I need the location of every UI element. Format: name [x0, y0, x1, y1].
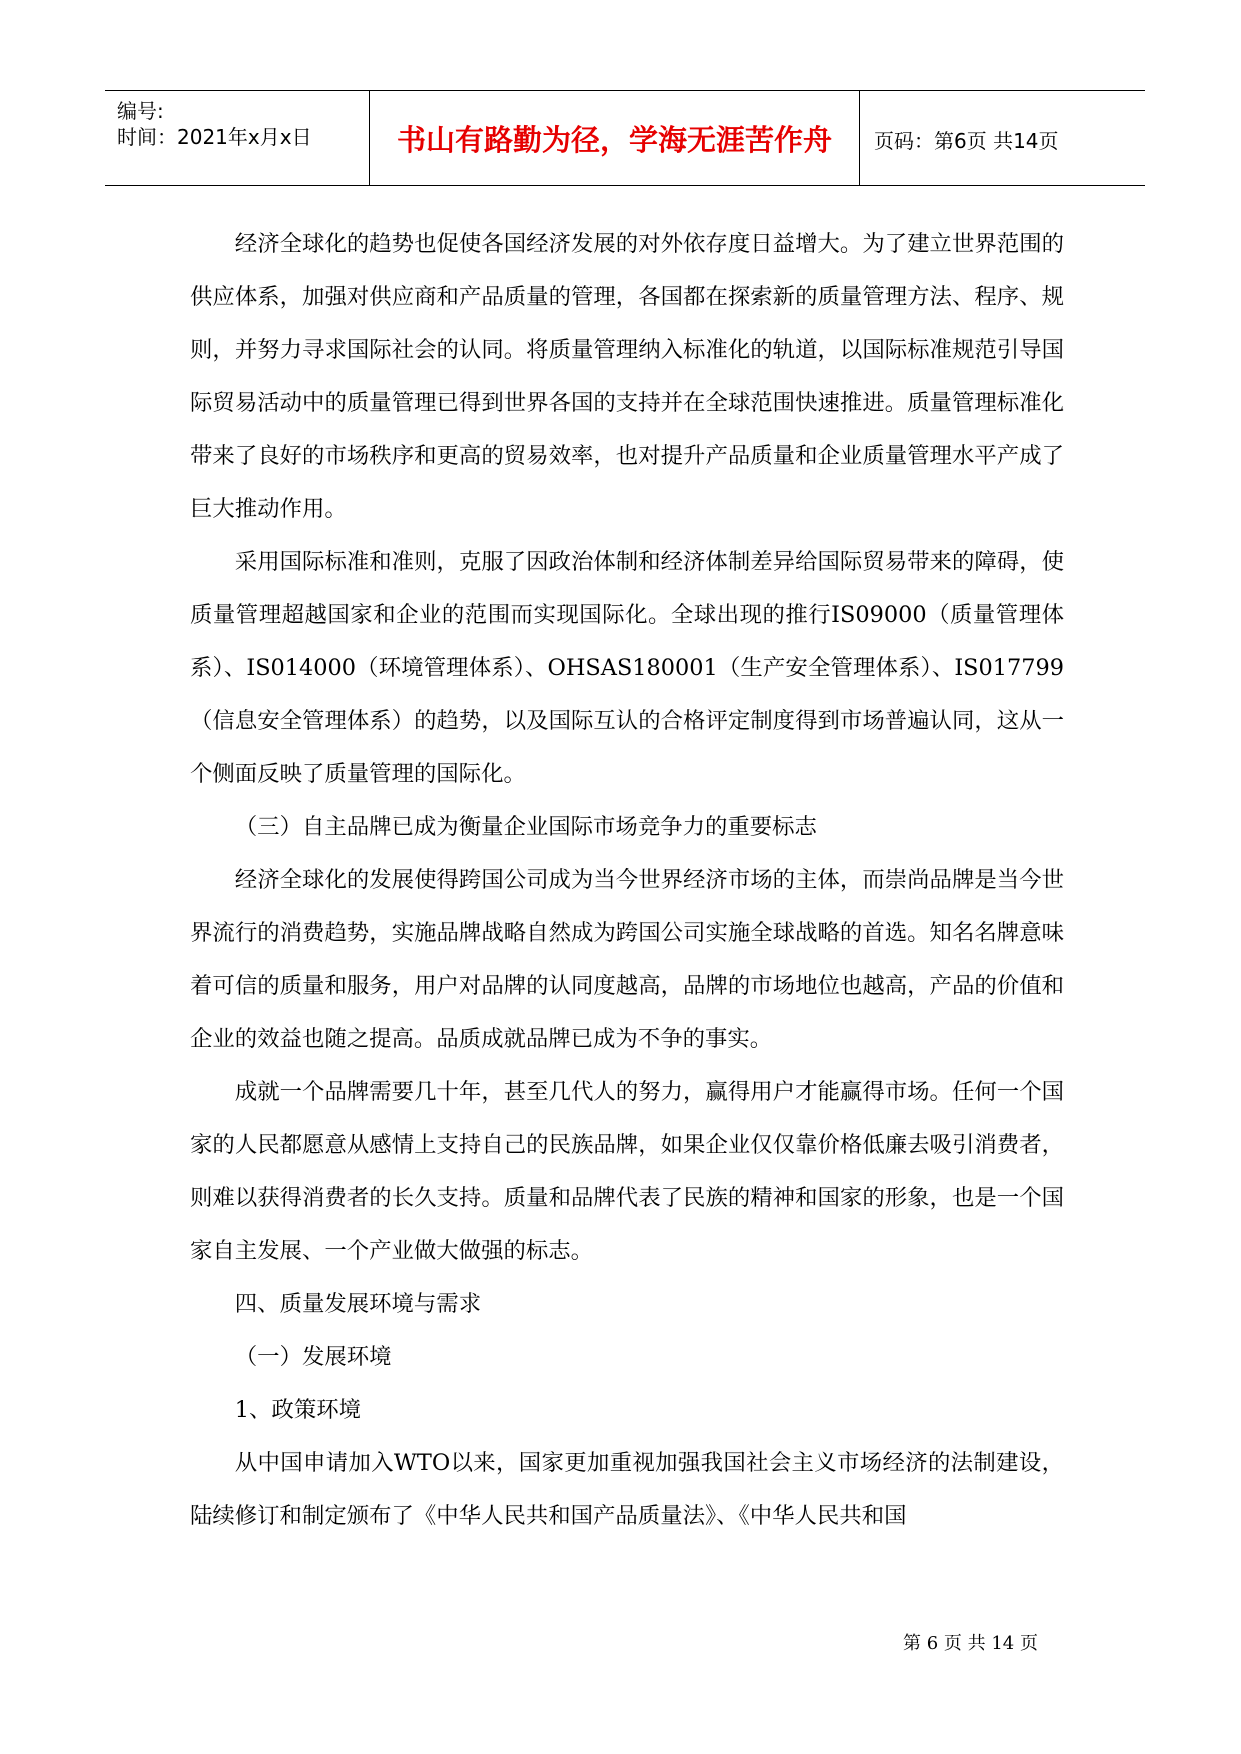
paragraph: 经济全球化的趋势也促使各国经济发展的对外依存度日益增大。为了建立世界范围的供应体系，加强对供应商和产品质量的管理，各国都在探索新的质量管理方法、程序、规则，并努力寻求国际社会的认同。将质量管理纳入标准化的轨道，以国际标准规范引导国际贸易活动中的质量管理已得到世界各国的支持并在全球范围快速推进。质量管理标准化带来了良好的市场秩序和更高的贸易效率，也对提升产品质量和企业质量管理水平产成了巨大推动作用。: [190, 231, 1064, 522]
paragraph: 采用国际标准和准则，克服了因政治体制和经济体制差异给国际贸易带来的障碍，使质量管理超越国家和企业的范围而实现国际化。全球出现的推行IS09000（质量管理体系）、IS014000（环境管理体系）、OHSAS180001（生产安全管理体系）、IS017799（信息安全管理体系）的趋势，以及国际互认的合格评定制度得到市场普遍认同，这从一个侧面反映了质量管理的国际化。: [190, 549, 1064, 787]
paragraph: 经济全球化的发展使得跨国公司成为当今世界经济市场的主体，而崇尚品牌是当今世界流行的消费趋势，实施品牌战略自然成为跨国公司实施全球战略的首选。知名名牌意味着可信的质量和服务，用户对品牌的认同度越高，品牌的市场地位也越高，产品的价值和企业的效益也随之提高。品质成就品牌已成为不争的事实。: [190, 867, 1064, 1052]
header-table: [105, 90, 1145, 186]
section-heading: 1、政策环境: [234, 1397, 361, 1423]
header-right-cell: [860, 91, 1145, 185]
document-body: [190, 218, 1064, 1543]
page-footer: 第 6 页 共 14 页: [903, 1633, 1038, 1654]
header-page-label: 页码：第6页 共14页: [874, 128, 1059, 153]
document-number-label: 编号:: [117, 99, 164, 123]
header-motto-cell: [370, 91, 860, 185]
section-heading: （三）自主品牌已成为衡量企业国际市场竞争力的重要标志: [234, 814, 817, 840]
paragraph: 成就一个品牌需要几十年，甚至几代人的努力，赢得用户才能赢得市场。任何一个国家的人民都愿意从感情上支持自己的民族品牌，如果企业仅仅靠价格低廉去吸引消费者，则难以获得消费者的长久支持。质量和品牌代表了民族的精神和国家的形象，也是一个国家自主发展、一个产业做大做强的标志。: [190, 1079, 1064, 1264]
header-motto: 书山有路勤为径，学海无涯苦作舟: [396, 122, 832, 157]
paragraph: 从中国申请加入WTO以来，国家更加重视加强我国社会主义市场经济的法制建设，陆续修订和制定颁布了《中华人民共和国产品质量法》、《中华人民共和国: [190, 1450, 1064, 1529]
section-heading: （一）发展环境: [234, 1344, 392, 1370]
section-heading: 四、质量发展环境与需求: [234, 1291, 482, 1317]
header-left-cell: [105, 91, 370, 185]
document-time-label: 时间：2021年x月x日: [117, 125, 312, 149]
